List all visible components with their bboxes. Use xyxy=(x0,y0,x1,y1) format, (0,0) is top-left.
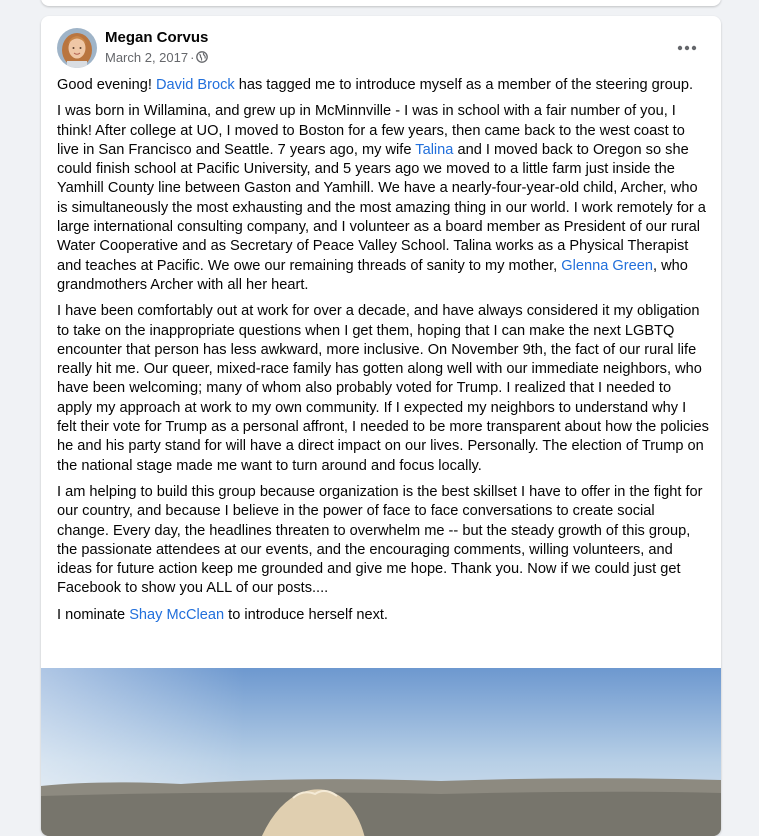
author-name[interactable]: Megan Corvus xyxy=(105,29,209,46)
tag-link-david-brock[interactable]: David Brock xyxy=(156,77,235,93)
avatar[interactable] xyxy=(57,28,97,68)
post-header xyxy=(57,28,705,72)
post-paragraph xyxy=(57,606,709,625)
post-date[interactable]: March 2, 2017 xyxy=(105,50,189,65)
text-segment: I was born in Willamina, and grew up in McMinnville - I was in school with a fair number of you, I think! After college at UO, I moved to Boston for a few years, then came back to the west coast to live in San Francisco and Seattle. 7 years ago, my wife xyxy=(57,103,685,158)
post-photo-image xyxy=(41,668,721,836)
post-body xyxy=(57,76,709,632)
more-options-icon[interactable] xyxy=(669,30,705,66)
text-segment: has tagged me to introduce myself as a member of the steering group. xyxy=(234,77,693,93)
post-card xyxy=(41,16,721,836)
post-paragraph: I am helping to build this group because organization is the best skillset I have to offer in the fight for our country, and because I believe in the power of face to face conversations to create social change. Every day, the headlines threaten to overwhelm me -- but the steady growth of this group, the passionate attendees at our events, and the encouraging comments, willing volunteers, and ideas for future action keep me grounded and give me hope. Thank you. Now if we could just get Facebook to show you ALL of our posts.... xyxy=(57,483,703,597)
post-meta xyxy=(105,50,208,65)
previous-post-card xyxy=(41,0,721,6)
text-segment: and I moved back to Oregon so she could finish school at Pacific University, and 5 years ago we moved to a little farm just inside the Yamhill County line between Gaston and Yamhill. We have a nearly-four-year-old child, Archer, who is simultaneously the most exhausting and the most amazing thing in our world. I work remotely for a large international consulting company, and I volunteer as a board member as President of our rural Water Cooperative and as Secretary of Peace Valley School. Talina works as a Physical Therapist and teaches at Pacific. We owe our remaining threads of sanity to my mother, xyxy=(57,141,706,274)
post-paragraph: I have been comfortably out at work for over a decade, and have always considered it my obligation to take on the inappropriate questions when I get them, hoping that I can make the next LGBTQ encounter that person has less awkward, more inclusive. On November 9th, the fact of our rural life really hit me. Our queer, mixed-race family has gotten along well with our immediate neighbors, who have been welcoming; many of whom also probably voted for Trump. I realized that I needed to apply my approach at work to my own community. If I expected my neighbors to understand why I felt their vote for Trump as a personal affront, I needed to be more transparent about how the policies he and his party stand for will have a direct impact on our lives. Personally. The election of Trump on the national stage made me want to turn around and focus locally. xyxy=(57,303,709,474)
avatar-image xyxy=(57,28,97,68)
text-segment: I nominate xyxy=(57,606,130,623)
meta-separator: · xyxy=(190,50,195,65)
globe-icon[interactable] xyxy=(196,51,208,63)
tag-link-talina[interactable]: Talina xyxy=(415,141,454,158)
post-paragraph xyxy=(57,102,709,295)
text-segment: Good evening! xyxy=(57,77,156,93)
post-paragraph xyxy=(57,76,709,95)
text-segment: , who grandmothers Archer with all her heart. xyxy=(57,257,688,293)
tag-link-glenna-green[interactable]: Glenna Green xyxy=(561,257,653,274)
text-segment: to introduce herself next. xyxy=(224,606,388,623)
post-photo[interactable] xyxy=(41,668,721,836)
tag-link-shay-mcclean[interactable]: Shay McClean xyxy=(129,606,225,623)
